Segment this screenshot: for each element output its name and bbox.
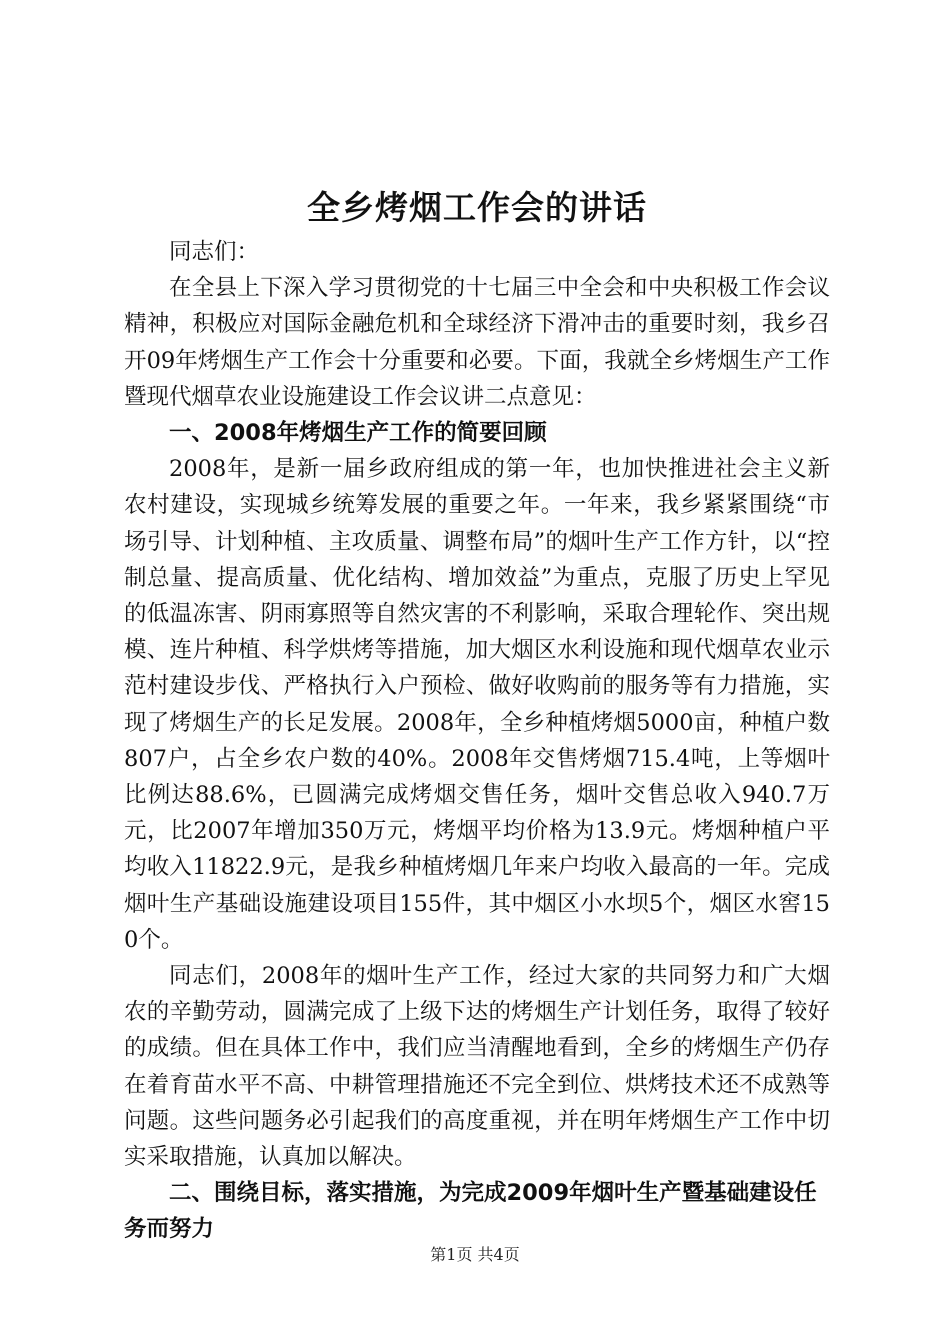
section-1-paragraph-1: 2008年，是新一届乡政府组成的第一年，也加快推进社会主义新农村建设，实现城乡统筹发展的重要之年。一年来，我乡紧紧围绕“市场引导、计划种植、主攻质量、调整布局”的烟叶生产工作方针，以“控制总量、提高质量、优化结构、增加效益”为重点，克服了历史上罕见的低温冻害、阴雨寡照等自然灾害的不利影响，采取合理轮作、突出规模、连片种植、科学烘烤等措施，加大烟区水利设施和现代烟草农业示范村建设步伐、严格执行入户预检、做好收购前的服务等有力措施，实现了烤烟生产的长足发展。2008年，全乡种植烤烟5000亩，种植户数807户，占全乡农户数的40%。2008年交售烤烟715.4吨，上等烟叶比例达88.6%，已圆满完成烤烟交售任务，烟叶交售总收入940.7万元，比2007年增加350万元，烤烟平均价格为13.9元。烤烟种植户平均收入11822.9元，是我乡种植烤烟几年来户均收入最高的一年。完成烟叶生产基础设施建设项目155件，其中烟区小水坝5个，烟区水窖150个。 — [124, 456, 830, 953]
section-2-heading: 二、围绕目标，落实措施，为完成2009年烟叶生产暨基础建设任务而努力 — [124, 1180, 817, 1243]
page-footer: 第1页 共4页 — [430, 1245, 520, 1264]
section-1-heading: 一、2008年烤烟生产工作的简要回顾 — [169, 420, 547, 447]
salutation: 同志们： — [169, 239, 260, 265]
intro-paragraph: 在全县上下深入学习贯彻党的十七届三中全会和中央积极工作会议精神，积极应对国际金融危机和全球经济下滑冲击的重要时刻，我乡召开09年烤烟生产工作会十分重要和必要。下面，我就全乡烤烟生产工作暨现代烟草农业设施建设工作会议讲二点意见： — [124, 275, 830, 410]
section-1-paragraph-2: 同志们，2008年的烟叶生产工作，经过大家的共同努力和广大烟农的辛勤劳动，圆满完成了上级下达的烤烟生产计划任务，取得了较好的成绩。但在具体工作中，我们应当清醒地看到，全乡的烤烟生产仍存在着育苗水平不高、中耕管理措施还不完全到位、烘烤技术还不成熟等问题。这些问题务必引起我们的高度重视，并在明年烤烟生产工作中切实采取措施，认真加以解决。 — [124, 963, 830, 1171]
document-body — [124, 182, 830, 1248]
document-title: 全乡烤烟工作会的讲话 — [307, 188, 647, 227]
